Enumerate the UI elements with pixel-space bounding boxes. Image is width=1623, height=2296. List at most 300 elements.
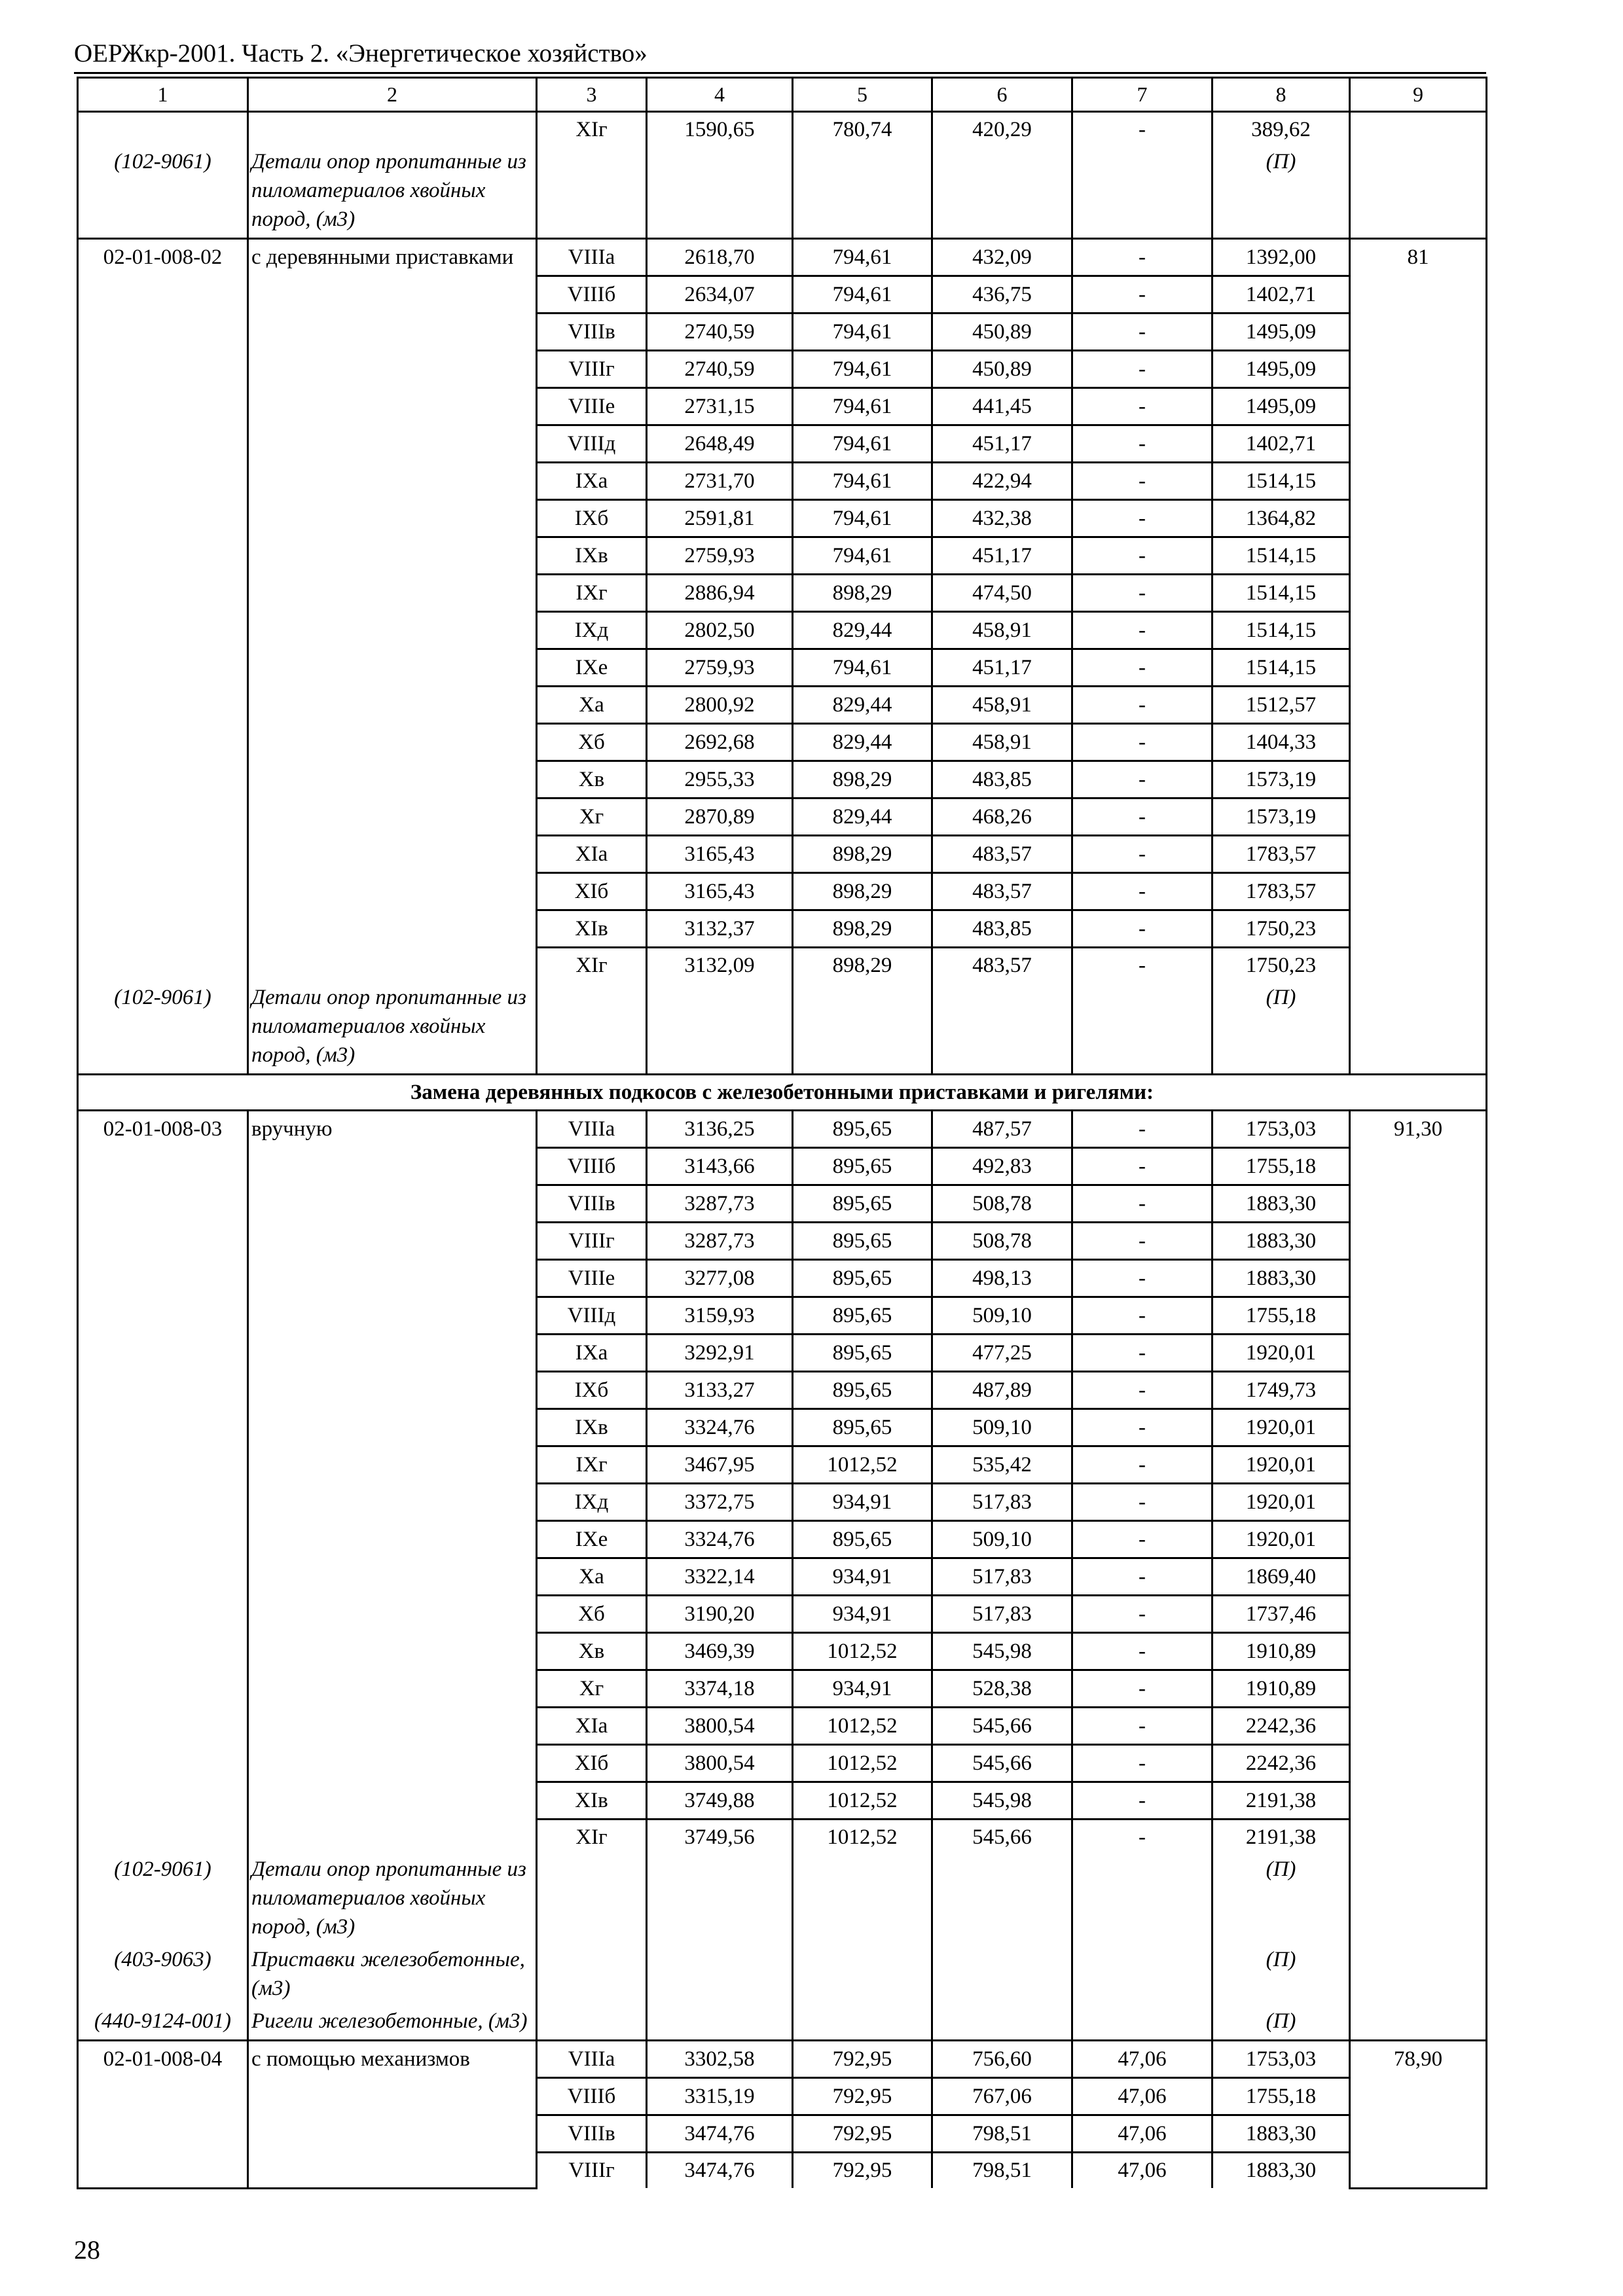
value-cell-col6: 451,17 — [932, 537, 1072, 575]
value-cell-col7: - — [1072, 1223, 1213, 1260]
value-cell-col8: 1755,18 — [1213, 2078, 1350, 2115]
value-cell-col6: 509,10 — [932, 1297, 1072, 1335]
empty-cell — [1350, 1484, 1487, 1521]
value-cell-col5: 895,65 — [793, 1260, 932, 1297]
value-cell-col8: 1920,01 — [1213, 1409, 1350, 1446]
value-cell-col8: 2242,36 — [1213, 1708, 1350, 1745]
value-cell-col3: VIIIв — [537, 1185, 647, 1223]
empty-cell — [78, 1521, 248, 1558]
value-cell-col3: IXе — [537, 649, 647, 687]
value-cell-col5: 792,95 — [793, 2041, 932, 2078]
value-cell-col5: 792,95 — [793, 2078, 932, 2115]
value-cell-col5: 934,91 — [793, 1596, 932, 1633]
value-cell-col6: 441,45 — [932, 388, 1072, 425]
resource-row — [78, 983, 1487, 1075]
value-cell-col8: 1920,01 — [1213, 1484, 1350, 1521]
table-row — [78, 425, 1487, 463]
empty-cell — [78, 1708, 248, 1745]
value-cell-col7: - — [1072, 575, 1213, 612]
value-cell-col7: - — [1072, 500, 1213, 537]
col9-value: 91,30 — [1350, 1111, 1487, 1148]
value-cell-col4: 2759,93 — [647, 649, 793, 687]
value-cell-col7: - — [1072, 948, 1213, 984]
value-cell-col6: 436,75 — [932, 276, 1072, 314]
value-cell-col5: 898,29 — [793, 575, 932, 612]
empty-cell — [78, 1372, 248, 1409]
empty-cell — [1350, 910, 1487, 948]
value-cell-col6: 487,89 — [932, 1372, 1072, 1409]
empty-cell — [1350, 1297, 1487, 1335]
value-cell-col4: 3474,76 — [647, 2115, 793, 2153]
value-cell-col8: 1920,01 — [1213, 1335, 1350, 1372]
value-cell-col5: 895,65 — [793, 1335, 932, 1372]
empty-cell — [1350, 873, 1487, 910]
value-cell-col7: - — [1072, 1111, 1213, 1148]
value-cell-col8: 1495,09 — [1213, 388, 1350, 425]
value-cell-col3: IXа — [537, 1335, 647, 1372]
empty-cell — [78, 1260, 248, 1297]
value-cell-col6: 483,57 — [932, 948, 1072, 984]
table-row — [78, 1782, 1487, 1820]
value-cell-col8: 1514,15 — [1213, 537, 1350, 575]
table-row — [78, 1820, 1487, 1856]
value-cell-col8: 1514,15 — [1213, 649, 1350, 687]
empty-cell — [537, 2007, 647, 2041]
value-cell-col7: - — [1072, 649, 1213, 687]
empty-cell — [78, 1446, 248, 1484]
value-cell-col5: 895,65 — [793, 1111, 932, 1148]
section-heading-row — [78, 1075, 1487, 1111]
empty-cell — [78, 425, 248, 463]
value-cell-col3: VIIIг — [537, 351, 647, 388]
table-row — [78, 1708, 1487, 1745]
empty-cell — [248, 1596, 537, 1633]
empty-cell — [78, 1297, 248, 1335]
value-cell-col6: 509,10 — [932, 1409, 1072, 1446]
value-cell-col7: - — [1072, 724, 1213, 761]
resource-mark: (П) — [1213, 147, 1350, 239]
rate-code: 02-01-008-03 — [78, 1111, 248, 1148]
value-cell-col3: VIIIа — [537, 1111, 647, 1148]
table-row — [78, 836, 1487, 873]
value-cell-col8: 1364,82 — [1213, 500, 1350, 537]
value-cell-col4: 3467,95 — [647, 1446, 793, 1484]
value-cell-col3: VIIIе — [537, 388, 647, 425]
empty-cell — [78, 873, 248, 910]
value-cell-col5: 794,61 — [793, 463, 932, 500]
work-description: с деревянными приставками — [248, 239, 537, 276]
value-cell-col4: 3133,27 — [647, 1372, 793, 1409]
empty-cell — [1350, 276, 1487, 314]
empty-cell — [78, 351, 248, 388]
empty-cell — [1072, 1945, 1213, 2007]
empty-cell — [1350, 1596, 1487, 1633]
value-cell-col6: 450,89 — [932, 351, 1072, 388]
value-cell-col4: 3132,09 — [647, 948, 793, 984]
value-cell-col5: 829,44 — [793, 612, 932, 649]
resource-name: Детали опор пропитанные из пиломатериалов хвойных пород, (м3) — [248, 147, 537, 239]
empty-cell — [647, 2007, 793, 2041]
empty-cell — [1072, 2007, 1213, 2041]
table-row — [78, 388, 1487, 425]
empty-cell — [248, 575, 537, 612]
empty-cell — [248, 1670, 537, 1708]
table-row — [78, 1521, 1487, 1558]
value-cell-col8: 1495,09 — [1213, 351, 1350, 388]
empty-cell — [1350, 1148, 1487, 1185]
empty-cell — [932, 983, 1072, 1075]
value-cell-col7: - — [1072, 351, 1213, 388]
value-cell-col7: - — [1072, 873, 1213, 910]
value-cell-col7: - — [1072, 1558, 1213, 1596]
value-cell-col8: 389,62 — [1213, 112, 1350, 148]
empty-cell — [78, 1558, 248, 1596]
value-cell-col8: 1404,33 — [1213, 724, 1350, 761]
table-row — [78, 2115, 1487, 2153]
value-cell-col6: 487,57 — [932, 1111, 1072, 1148]
empty-cell — [78, 612, 248, 649]
value-cell-col3: VIIIв — [537, 314, 647, 351]
value-cell-col5: 895,65 — [793, 1409, 932, 1446]
resource-code: (102-9061) — [78, 983, 248, 1075]
table-row — [78, 500, 1487, 537]
value-cell-col6: 451,17 — [932, 649, 1072, 687]
resource-mark: (П) — [1213, 1945, 1350, 2007]
resource-mark: (П) — [1213, 2007, 1350, 2041]
value-cell-col3: IXб — [537, 1372, 647, 1409]
value-cell-col6: 509,10 — [932, 1521, 1072, 1558]
value-cell-col7: - — [1072, 1335, 1213, 1372]
value-cell-col7: - — [1072, 1820, 1213, 1856]
value-cell-col7: - — [1072, 276, 1213, 314]
empty-cell — [248, 1409, 537, 1446]
value-cell-col8: 1869,40 — [1213, 1558, 1350, 1596]
value-cell-col7: - — [1072, 1297, 1213, 1335]
table-row — [78, 1148, 1487, 1185]
value-cell-col8: 1402,71 — [1213, 425, 1350, 463]
empty-cell — [793, 147, 932, 239]
empty-cell — [248, 798, 537, 836]
value-cell-col4: 3136,25 — [647, 1111, 793, 1148]
value-cell-col8: 1737,46 — [1213, 1596, 1350, 1633]
value-cell-col5: 1012,52 — [793, 1782, 932, 1820]
empty-cell — [1350, 1372, 1487, 1409]
value-cell-col4: 3159,93 — [647, 1297, 793, 1335]
value-cell-col4: 3474,76 — [647, 2153, 793, 2189]
value-cell-col6: 508,78 — [932, 1223, 1072, 1260]
resource-name: Детали опор пропитанные из пиломатериалов хвойных пород, (м3) — [248, 1855, 537, 1945]
empty-cell — [78, 687, 248, 724]
value-cell-col7: - — [1072, 314, 1213, 351]
value-cell-col3: IXд — [537, 612, 647, 649]
empty-cell — [78, 1185, 248, 1223]
empty-cell — [248, 1223, 537, 1260]
rates-table — [77, 77, 1487, 2189]
value-cell-col4: 3372,75 — [647, 1484, 793, 1521]
table-row — [78, 463, 1487, 500]
column-header-7: 7 — [1072, 78, 1213, 112]
table-header-row — [78, 78, 1487, 112]
empty-cell — [78, 910, 248, 948]
value-cell-col8: 2191,38 — [1213, 1820, 1350, 1856]
value-cell-col6: 432,38 — [932, 500, 1072, 537]
value-cell-col6: 458,91 — [932, 612, 1072, 649]
value-cell-col8: 1883,30 — [1213, 1260, 1350, 1297]
empty-cell — [1350, 1409, 1487, 1446]
empty-cell — [1350, 500, 1487, 537]
empty-cell — [647, 1855, 793, 1945]
empty-cell — [1350, 463, 1487, 500]
empty-cell — [1072, 983, 1213, 1075]
table-row — [78, 276, 1487, 314]
empty-cell — [78, 1223, 248, 1260]
empty-cell — [1350, 798, 1487, 836]
value-cell-col4: 3287,73 — [647, 1223, 793, 1260]
value-cell-col6: 420,29 — [932, 112, 1072, 148]
value-cell-col4: 3800,54 — [647, 1708, 793, 1745]
table-row — [78, 1335, 1487, 1372]
empty-cell — [537, 983, 647, 1075]
empty-cell — [1350, 836, 1487, 873]
value-cell-col8: 1392,00 — [1213, 239, 1350, 276]
empty-cell — [793, 2007, 932, 2041]
value-cell-col3: VIIIб — [537, 276, 647, 314]
resource-code: (403-9063) — [78, 1945, 248, 2007]
value-cell-col7: - — [1072, 388, 1213, 425]
value-cell-col4: 3749,56 — [647, 1820, 793, 1856]
empty-cell — [1350, 2007, 1487, 2041]
table-row — [78, 1409, 1487, 1446]
empty-cell — [248, 1820, 537, 1856]
table-row — [78, 1558, 1487, 1596]
empty-cell — [932, 1945, 1072, 2007]
table-row — [78, 1297, 1487, 1335]
value-cell-col4: 2692,68 — [647, 724, 793, 761]
table-row — [78, 1484, 1487, 1521]
value-cell-col5: 794,61 — [793, 239, 932, 276]
rate-code — [78, 112, 248, 148]
value-cell-col7: - — [1072, 612, 1213, 649]
value-cell-col7: - — [1072, 463, 1213, 500]
value-cell-col3: Xб — [537, 724, 647, 761]
table-row — [78, 910, 1487, 948]
table-row — [78, 1223, 1487, 1260]
resource-row — [78, 147, 1487, 239]
empty-cell — [1350, 612, 1487, 649]
value-cell-col6: 492,83 — [932, 1148, 1072, 1185]
value-cell-col5: 780,74 — [793, 112, 932, 148]
resource-row — [78, 1855, 1487, 1945]
empty-cell — [78, 1670, 248, 1708]
value-cell-col6: 432,09 — [932, 239, 1072, 276]
value-cell-col3: VIIIб — [537, 1148, 647, 1185]
empty-cell — [537, 147, 647, 239]
value-cell-col4: 3165,43 — [647, 836, 793, 873]
empty-cell — [1350, 1260, 1487, 1297]
value-cell-col6: 535,42 — [932, 1446, 1072, 1484]
empty-cell — [1350, 537, 1487, 575]
empty-cell — [1350, 1521, 1487, 1558]
value-cell-col3: IXг — [537, 575, 647, 612]
table-row — [78, 873, 1487, 910]
empty-cell — [248, 314, 537, 351]
table-row — [78, 314, 1487, 351]
empty-cell — [248, 1372, 537, 1409]
value-cell-col3: VIIIв — [537, 2115, 647, 2153]
empty-cell — [78, 1745, 248, 1782]
value-cell-col6: 458,91 — [932, 724, 1072, 761]
empty-cell — [1350, 649, 1487, 687]
value-cell-col8: 1755,18 — [1213, 1148, 1350, 1185]
table-row — [78, 112, 1487, 148]
value-cell-col5: 1012,52 — [793, 1708, 932, 1745]
value-cell-col5: 895,65 — [793, 1185, 932, 1223]
value-cell-col3: VIIIг — [537, 2153, 647, 2189]
empty-cell — [1350, 2115, 1487, 2153]
column-header-2: 2 — [248, 78, 537, 112]
value-cell-col7: - — [1072, 910, 1213, 948]
empty-cell — [248, 761, 537, 798]
empty-cell — [78, 314, 248, 351]
empty-cell — [248, 537, 537, 575]
empty-cell — [78, 2153, 248, 2189]
empty-cell — [248, 1558, 537, 1596]
value-cell-col3: VIIIб — [537, 2078, 647, 2115]
empty-cell — [1072, 147, 1213, 239]
value-cell-col5: 829,44 — [793, 798, 932, 836]
value-cell-col3: XIб — [537, 873, 647, 910]
value-cell-col5: 829,44 — [793, 687, 932, 724]
value-cell-col4: 3800,54 — [647, 1745, 793, 1782]
value-cell-col8: 1514,15 — [1213, 612, 1350, 649]
header-rule — [74, 72, 1486, 74]
value-cell-col5: 794,61 — [793, 314, 932, 351]
column-header-8: 8 — [1213, 78, 1350, 112]
value-cell-col5: 898,29 — [793, 836, 932, 873]
table-row — [78, 798, 1487, 836]
value-cell-col4: 3324,76 — [647, 1521, 793, 1558]
col9-value: 81 — [1350, 239, 1487, 276]
empty-cell — [248, 836, 537, 873]
work-description: с помощью механизмов — [248, 2041, 537, 2078]
value-cell-col4: 2802,50 — [647, 612, 793, 649]
value-cell-col3: Xв — [537, 761, 647, 798]
value-cell-col4: 3143,66 — [647, 1148, 793, 1185]
value-cell-col8: 1573,19 — [1213, 761, 1350, 798]
empty-cell — [248, 1446, 537, 1484]
empty-cell — [78, 1148, 248, 1185]
empty-cell — [248, 500, 537, 537]
value-cell-col7: - — [1072, 1484, 1213, 1521]
empty-cell — [248, 687, 537, 724]
value-cell-col5: 1012,52 — [793, 1745, 932, 1782]
value-cell-col3: IXа — [537, 463, 647, 500]
value-cell-col7: 47,06 — [1072, 2078, 1213, 2115]
value-cell-col8: 1920,01 — [1213, 1446, 1350, 1484]
value-cell-col7: - — [1072, 1372, 1213, 1409]
value-cell-col4: 2648,49 — [647, 425, 793, 463]
value-cell-col6: 483,57 — [932, 873, 1072, 910]
empty-cell — [78, 1596, 248, 1633]
empty-cell — [248, 1521, 537, 1558]
empty-cell — [78, 649, 248, 687]
resource-mark: (П) — [1213, 1855, 1350, 1945]
empty-cell — [248, 2115, 537, 2153]
empty-cell — [1350, 1745, 1487, 1782]
value-cell-col8: 1402,71 — [1213, 276, 1350, 314]
value-cell-col5: 895,65 — [793, 1521, 932, 1558]
empty-cell — [1350, 388, 1487, 425]
table-row — [78, 649, 1487, 687]
table-row — [78, 1596, 1487, 1633]
value-cell-col8: 1783,57 — [1213, 836, 1350, 873]
empty-cell — [1072, 1855, 1213, 1945]
value-cell-col6: 545,98 — [932, 1782, 1072, 1820]
column-header-9: 9 — [1350, 78, 1487, 112]
empty-cell — [248, 1148, 537, 1185]
empty-cell — [78, 1409, 248, 1446]
value-cell-col7: 47,06 — [1072, 2041, 1213, 2078]
value-cell-col3: IXе — [537, 1521, 647, 1558]
table-row — [78, 1372, 1487, 1409]
value-cell-col5: 794,61 — [793, 500, 932, 537]
table-row — [78, 1745, 1487, 1782]
table-row — [78, 1111, 1487, 1148]
empty-cell — [248, 1484, 537, 1521]
empty-cell — [647, 147, 793, 239]
resource-row — [78, 2007, 1487, 2041]
col9-value — [1350, 112, 1487, 148]
empty-cell — [1350, 1945, 1487, 2007]
empty-cell — [1350, 425, 1487, 463]
rate-code: 02-01-008-02 — [78, 239, 248, 276]
value-cell-col4: 1590,65 — [647, 112, 793, 148]
value-cell-col6: 767,06 — [932, 2078, 1072, 2115]
value-cell-col8: 1755,18 — [1213, 1297, 1350, 1335]
value-cell-col3: VIIIд — [537, 1297, 647, 1335]
value-cell-col3: Xб — [537, 1596, 647, 1633]
value-cell-col5: 794,61 — [793, 276, 932, 314]
empty-cell — [78, 1633, 248, 1670]
value-cell-col4: 2731,70 — [647, 463, 793, 500]
value-cell-col5: 794,61 — [793, 425, 932, 463]
value-cell-col3: XIг — [537, 948, 647, 984]
empty-cell — [1350, 2078, 1487, 2115]
value-cell-col3: XIа — [537, 1708, 647, 1745]
value-cell-col4: 2870,89 — [647, 798, 793, 836]
value-cell-col4: 3132,37 — [647, 910, 793, 948]
empty-cell — [78, 1335, 248, 1372]
empty-cell — [78, 761, 248, 798]
value-cell-col7: - — [1072, 798, 1213, 836]
value-cell-col5: 934,91 — [793, 1670, 932, 1708]
value-cell-col6: 508,78 — [932, 1185, 1072, 1223]
value-cell-col3: VIIIг — [537, 1223, 647, 1260]
empty-cell — [1350, 1558, 1487, 1596]
value-cell-col8: 1883,30 — [1213, 1185, 1350, 1223]
empty-cell — [78, 575, 248, 612]
value-cell-col3: VIIIа — [537, 239, 647, 276]
empty-cell — [78, 836, 248, 873]
value-cell-col3: IXб — [537, 500, 647, 537]
empty-cell — [78, 724, 248, 761]
table-row — [78, 948, 1487, 984]
value-cell-col3: Xг — [537, 1670, 647, 1708]
value-cell-col6: 477,25 — [932, 1335, 1072, 1372]
empty-cell — [78, 948, 248, 984]
value-cell-col4: 3374,18 — [647, 1670, 793, 1708]
value-cell-col3: XIв — [537, 1782, 647, 1820]
